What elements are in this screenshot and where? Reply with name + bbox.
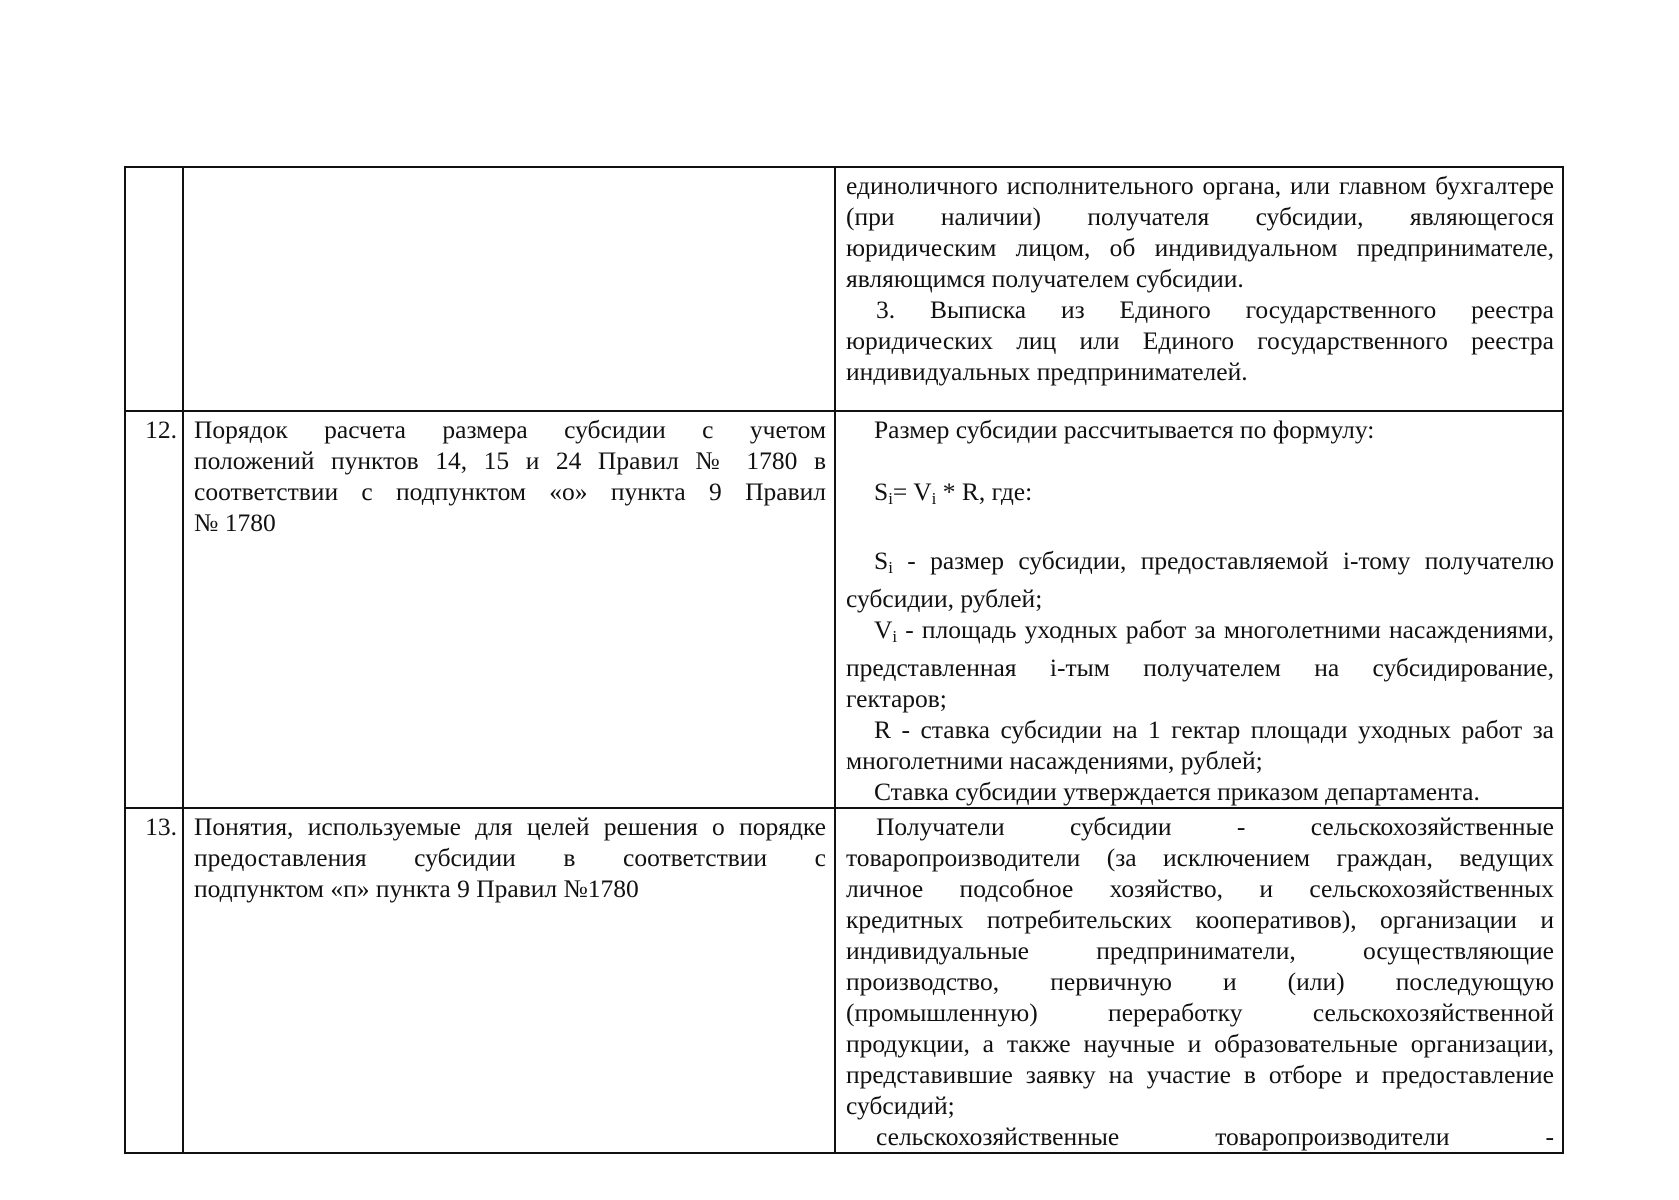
definition-line: R - ставка субсидии на 1 гектар площади уходных работ за [874, 715, 1554, 744]
definition-text: - площадь уходных работ за многолетними насаждениями, [897, 615, 1554, 644]
text-line: гектаров; [846, 684, 947, 713]
text-line: юридических лиц или Единого государственного реестра [846, 326, 1554, 355]
table-row [125, 411, 1563, 808]
text-line: предоставления субсидии в соответствии с [194, 843, 826, 872]
formula-subscript: i [888, 558, 893, 577]
text-line: продукции, а также научные и образовательные организации, [846, 1029, 1554, 1058]
spacer [846, 514, 1554, 545]
text-line: (при наличии) получателя субсидии, являющегося [846, 202, 1554, 231]
definition-line [846, 614, 1554, 652]
formula-symbol: = V [892, 477, 932, 506]
definition-line [846, 545, 1554, 583]
formula-symbol: S [874, 477, 889, 506]
text-line: подпунктом «п» пункта 9 Правил №1780 [194, 874, 639, 903]
formula-symbol: * R, где: [936, 477, 1033, 506]
text-line: производство, первичную и (или) последующую [846, 967, 1554, 996]
row-number: 12. [145, 415, 177, 444]
spacer [846, 445, 1554, 476]
text-line: соответствии с подпунктом «о» пункта 9 Правил [194, 477, 826, 506]
text-line: (промышленную) переработку сельскохозяйственной [846, 998, 1554, 1027]
row-number-cell [125, 167, 183, 411]
text-line: 3. Выписка из Единого государственного реестра [876, 295, 1554, 324]
table-row [125, 167, 1563, 411]
formula-subscript: i [931, 489, 937, 508]
formula-subscript: i [892, 627, 898, 646]
text-line: многолетними насаждениями, рублей; [846, 746, 1263, 775]
text-line: субсидии, рублей; [846, 584, 1043, 613]
text-line: Понятия, используемые для целей решения о порядке [194, 812, 826, 841]
text-line: юридическим лицом, об индивидуальном предпринимателе, [846, 233, 1554, 262]
row-content-cell [835, 411, 1563, 808]
text-line: Получатели субсидии - сельскохозяйственные [876, 812, 1554, 841]
text-line: единоличного исполнительного органа, или главном бухгалтере [846, 171, 1554, 200]
text-line: кредитных потребительских кооперативов), организации и [846, 905, 1554, 934]
text-line: сельскохозяйственные товаропроизводители - [876, 1122, 1554, 1151]
row-content-cell [835, 808, 1563, 1153]
text-line: представленная i-тым получателем на субсидирование, [846, 653, 1554, 682]
text-line: являющимся получателем субсидии. [846, 264, 1244, 293]
text-line: индивидуальные предприниматели, осуществляющие [846, 936, 1554, 965]
formula-intro: Размер субсидии рассчитывается по формулу: [874, 415, 1375, 444]
row-number: 13. [145, 812, 177, 841]
text-line: Ставка субсидии утверждается приказом департамента. [874, 777, 1480, 806]
text-line: товаропроизводители (за исключением граждан, ведущих [846, 843, 1554, 872]
row-title-cell [183, 411, 835, 808]
text-line: субсидий; [846, 1091, 955, 1120]
formula-subscript: i [888, 489, 893, 508]
formula-symbol: S [874, 546, 889, 575]
text-line: положений пунктов 14, 15 и 24 Правил № 1780 в [194, 446, 826, 475]
formula-symbol: V [874, 615, 893, 644]
formula [846, 476, 1554, 514]
definition-text: - размер субсидии, предоставляемой i-тому получателю [892, 546, 1554, 575]
subsidy-rules-table [124, 166, 1564, 1154]
text-line: индивидуальных предпринимателей. [846, 357, 1248, 386]
table-row [125, 808, 1563, 1153]
text-line: Порядок расчета размера субсидии с учетом [194, 415, 826, 444]
text-line: личное подсобное хозяйство, и сельскохозяйственных [846, 874, 1554, 903]
row-number-cell [125, 411, 183, 808]
row-content-cell [835, 167, 1563, 411]
row-title-cell [183, 167, 835, 411]
text-line: № 1780 [194, 508, 276, 537]
text-line: представившие заявку на участие в отборе и предоставление [846, 1060, 1554, 1089]
row-title-cell [183, 808, 835, 1153]
row-number-cell [125, 808, 183, 1153]
